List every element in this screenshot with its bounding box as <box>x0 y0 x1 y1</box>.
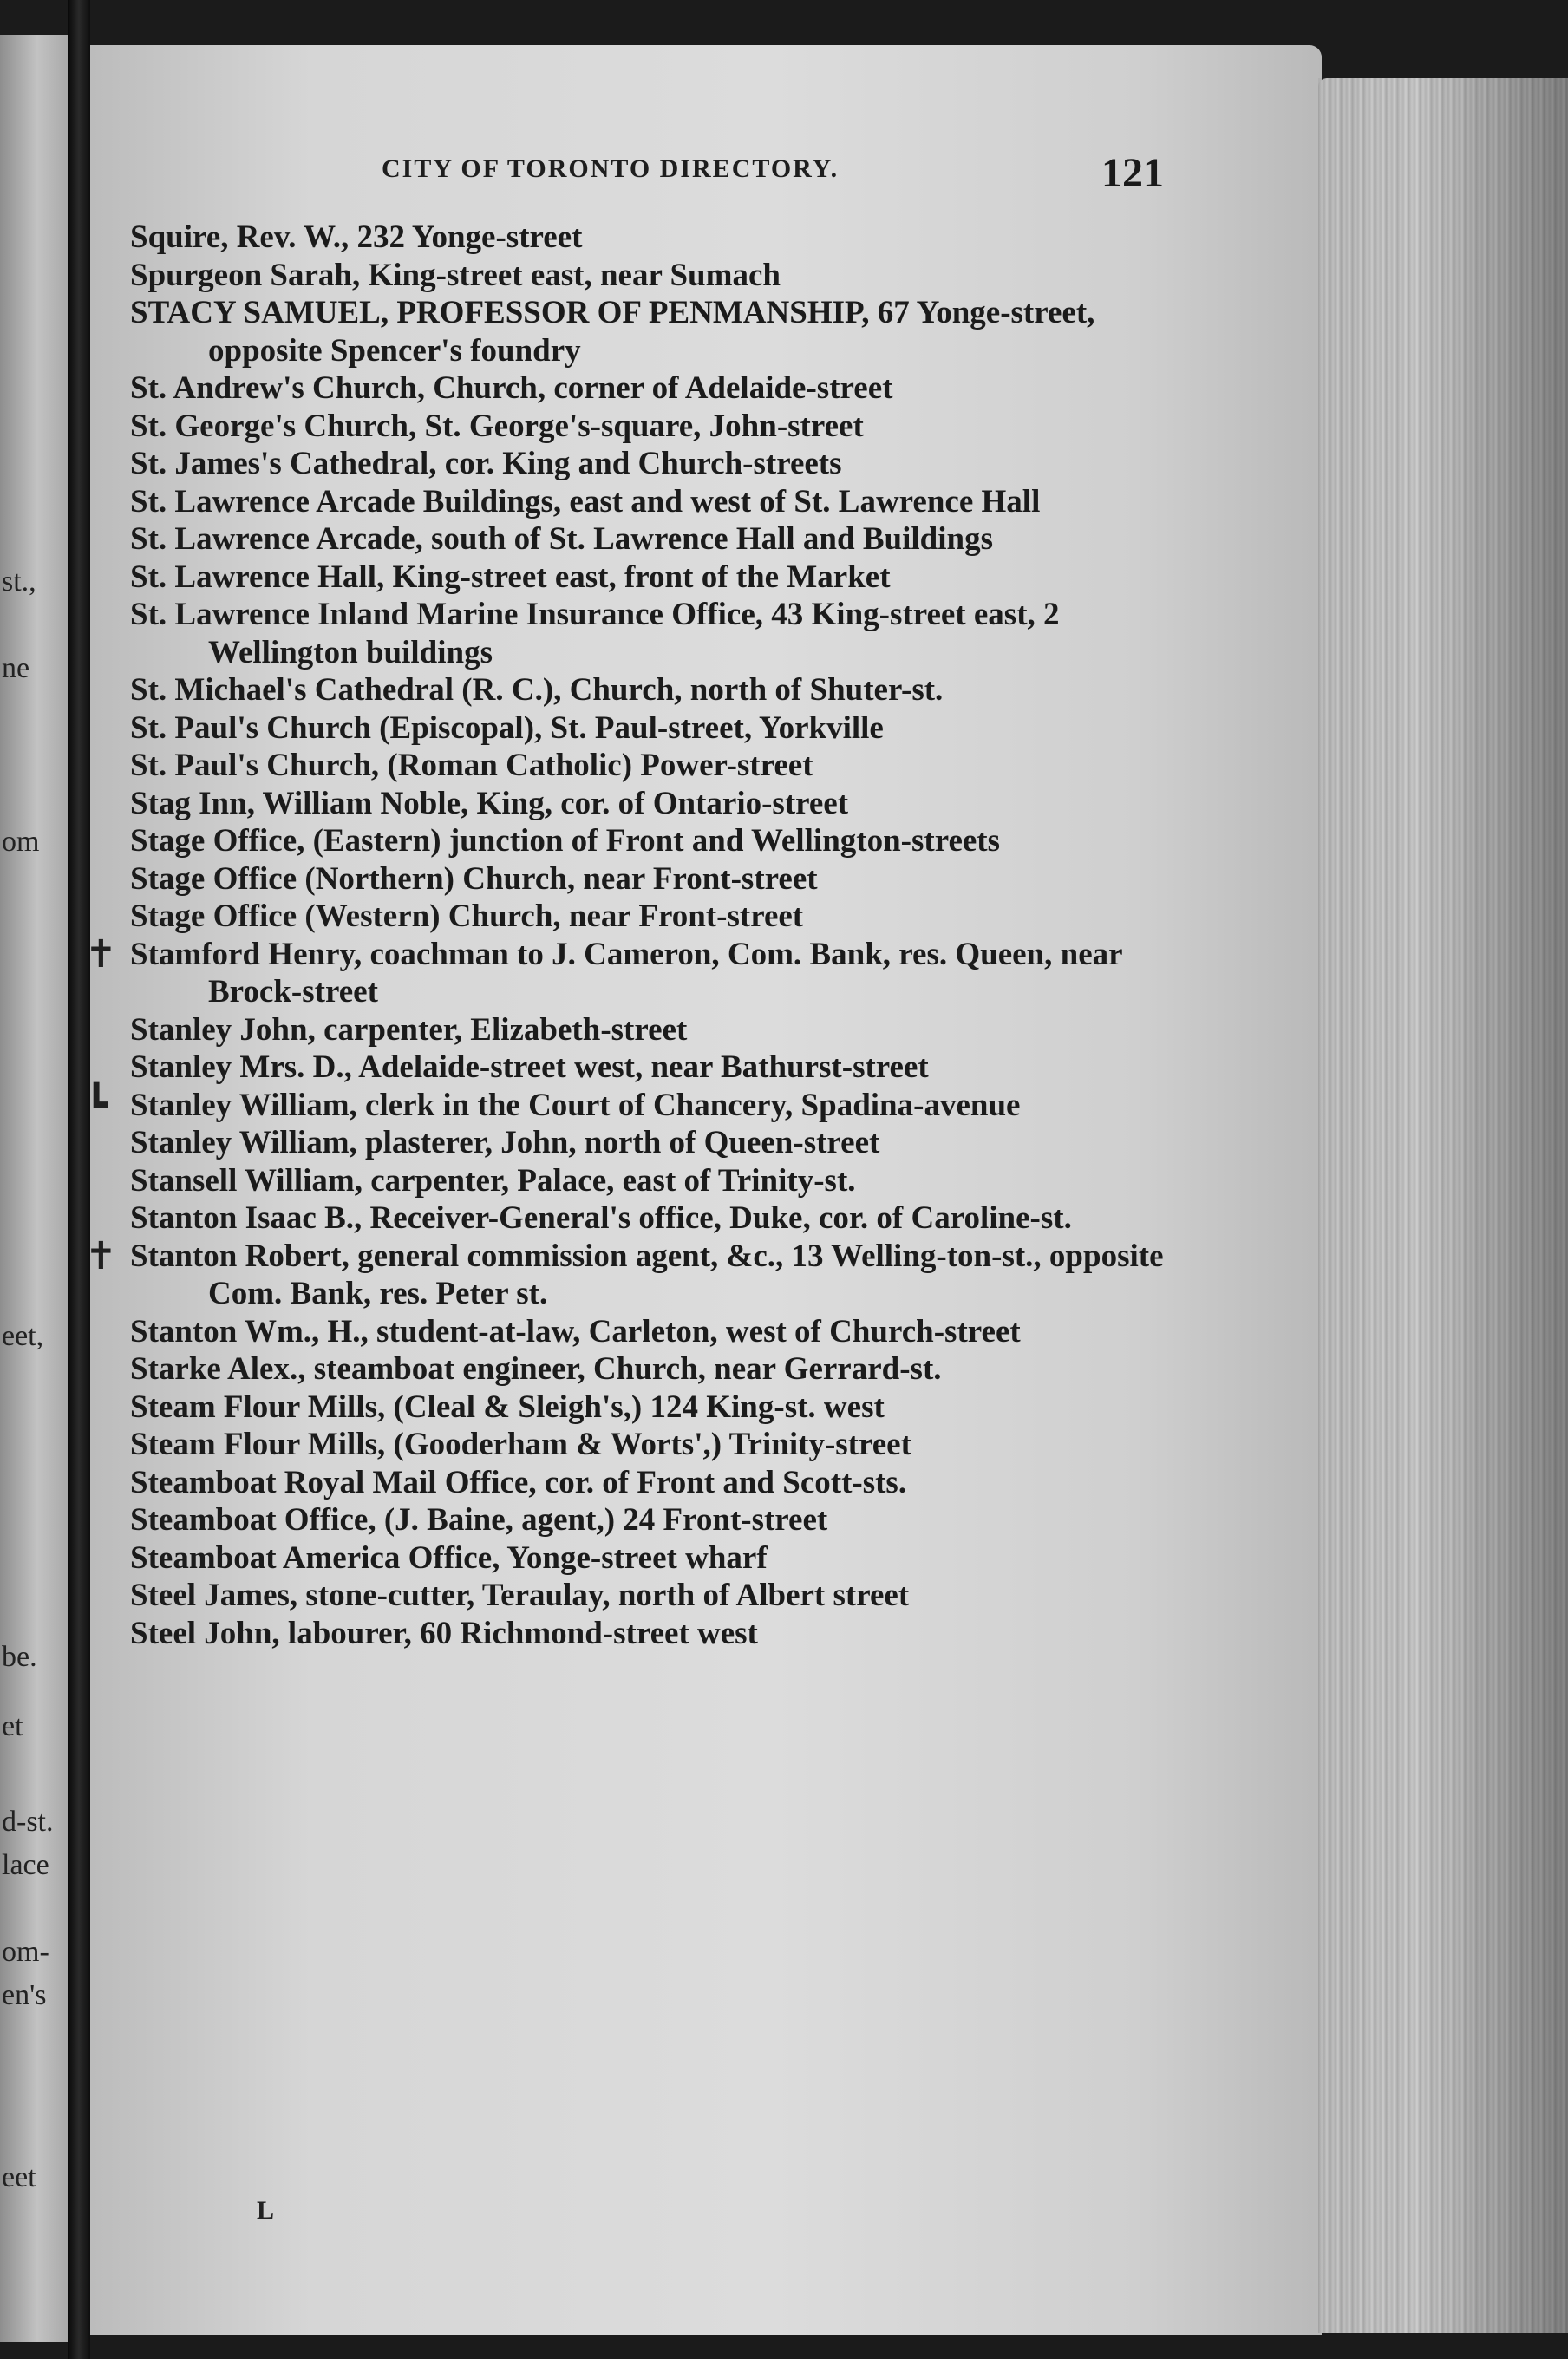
directory-entry-marked: ✝ Stamford Henry, coachman to J. Cameron, Com. Bank, res. Queen, near Brock-street <box>130 936 1179 1011</box>
directory-entry: Steamboat America Office, Yonge-street wharf <box>130 1539 768 1576</box>
directory-entry: St. Lawrence Hall, King-street east, front of the Market <box>130 559 891 595</box>
facing-page-fragment: st., <box>2 565 36 598</box>
page-edges-shadow <box>1318 78 1568 2333</box>
running-title: CITY OF TORONTO DIRECTORY. <box>382 154 840 183</box>
facing-page-edge <box>0 35 68 2342</box>
facing-page-fragment: eet <box>2 2161 36 2193</box>
directory-entry: Steamboat Royal Mail Office, cor. of Front and Scott-sts. <box>130 1464 907 1500</box>
facing-page-fragment: lace <box>2 1849 49 1881</box>
facing-page-fragment: et <box>2 1710 23 1742</box>
directory-entry: St. Michael's Cathedral (R. C.), Church, north of Shuter-st. <box>130 672 944 708</box>
directory-entry: Stage Office (Northern) Church, near Front-street <box>130 860 818 897</box>
directory-entry: Stanley Mrs. D., Adelaide-street west, near Bathurst-street <box>130 1049 929 1085</box>
directory-entry: Stanton Wm., H., student-at-law, Carleton, west of Church-street <box>130 1313 1021 1349</box>
facing-page-fragment: be. <box>2 1641 37 1673</box>
directory-entry: Stanton Isaac B., Receiver-General's office, Duke, cor. of Caroline-st. <box>130 1200 1072 1236</box>
facing-page-fragment: eet, <box>2 1320 44 1352</box>
book-gutter <box>68 0 90 2359</box>
directory-entry: Steel John, labourer, 60 Richmond-street west <box>130 1615 758 1651</box>
facing-page-fragment: om- <box>2 1936 49 1968</box>
directory-entry: St. Lawrence Arcade, south of St. Lawrence Hall and Buildings <box>130 521 993 557</box>
directory-entry: St. Andrew's Church, Church, corner of Adelaide-street <box>130 370 893 406</box>
facing-page-fragment: d-st. <box>2 1806 54 1838</box>
directory-entry: St. Paul's Church (Episcopal), St. Paul-street, Yorkville <box>130 709 884 746</box>
directory-entry: Stansell William, carpenter, Palace, east of Trinity-st. <box>130 1162 856 1199</box>
directory-entry: Starke Alex., steamboat engineer, Church, near Gerrard-st. <box>130 1351 942 1387</box>
directory-entry-marked: ✝ Stanton Robert, general commission agent, &c., 13 Welling-ton-st., opposite Com. Bank, res. Peter st. <box>130 1238 1179 1313</box>
directory-entry: St. Lawrence Arcade Buildings, east and west of St. Lawrence Hall <box>130 483 1041 520</box>
directory-entry: Steel James, stone-cutter, Teraulay, north of Albert street <box>130 1578 910 1613</box>
directory-entry: Stanley William, plasterer, John, north of Queen-street <box>130 1125 880 1160</box>
directory-entry: St. George's Church, St. George's-square, John-street <box>130 408 864 444</box>
facing-page-fragment: om <box>2 826 40 858</box>
directory-entry-marked: ┗ Stanley William, clerk in the Court of Chancery, Spadina-avenue <box>130 1087 1179 1125</box>
directory-entry: Spurgeon Sarah, King-street east, near Sumach <box>130 257 781 293</box>
directory-entry: Stage Office (Western) Church, near Front-street <box>130 899 804 934</box>
directory-entry: Steam Flour Mills, (Gooderham & Worts',) Trinity-street <box>130 1427 911 1462</box>
directory-entry: STACY SAMUEL, PROFESSOR OF PENMANSHIP, 67 Yonge-street, opposite Spencer's foundry <box>130 295 1103 369</box>
directory-entry: St. Lawrence Inland Marine Insurance Office, 43 King-street east, 2 Wellington buildings <box>130 597 1068 670</box>
directory-entry: Squire, Rev. W., 232 Yonge-street <box>130 219 583 255</box>
facing-page-fragment: en's <box>2 1979 47 2011</box>
directory-entry: Stage Office, (Eastern) junction of Front and Wellington-streets <box>130 823 1001 859</box>
directory-entry: St. James's Cathedral, cor. King and Church-streets <box>130 446 842 481</box>
facing-page-fragment: ne <box>2 652 30 684</box>
directory-entries <box>130 219 1179 1652</box>
directory-entry: Stanley John, carpenter, Elizabeth-street <box>130 1011 688 1048</box>
directory-entry: Steam Flour Mills, (Cleal & Sleigh's,) 124 King-st. west <box>130 1389 885 1425</box>
directory-entry: Steamboat Office, (J. Baine, agent,) 24 Front-street <box>130 1502 828 1538</box>
page-number: 121 <box>1101 150 1164 196</box>
directory-entry: Stag Inn, William Noble, King, cor. of Ontario-street <box>130 785 849 821</box>
directory-entry: St. Paul's Church, (Roman Catholic) Power-street <box>130 748 813 783</box>
signature-mark: L <box>257 2196 275 2225</box>
